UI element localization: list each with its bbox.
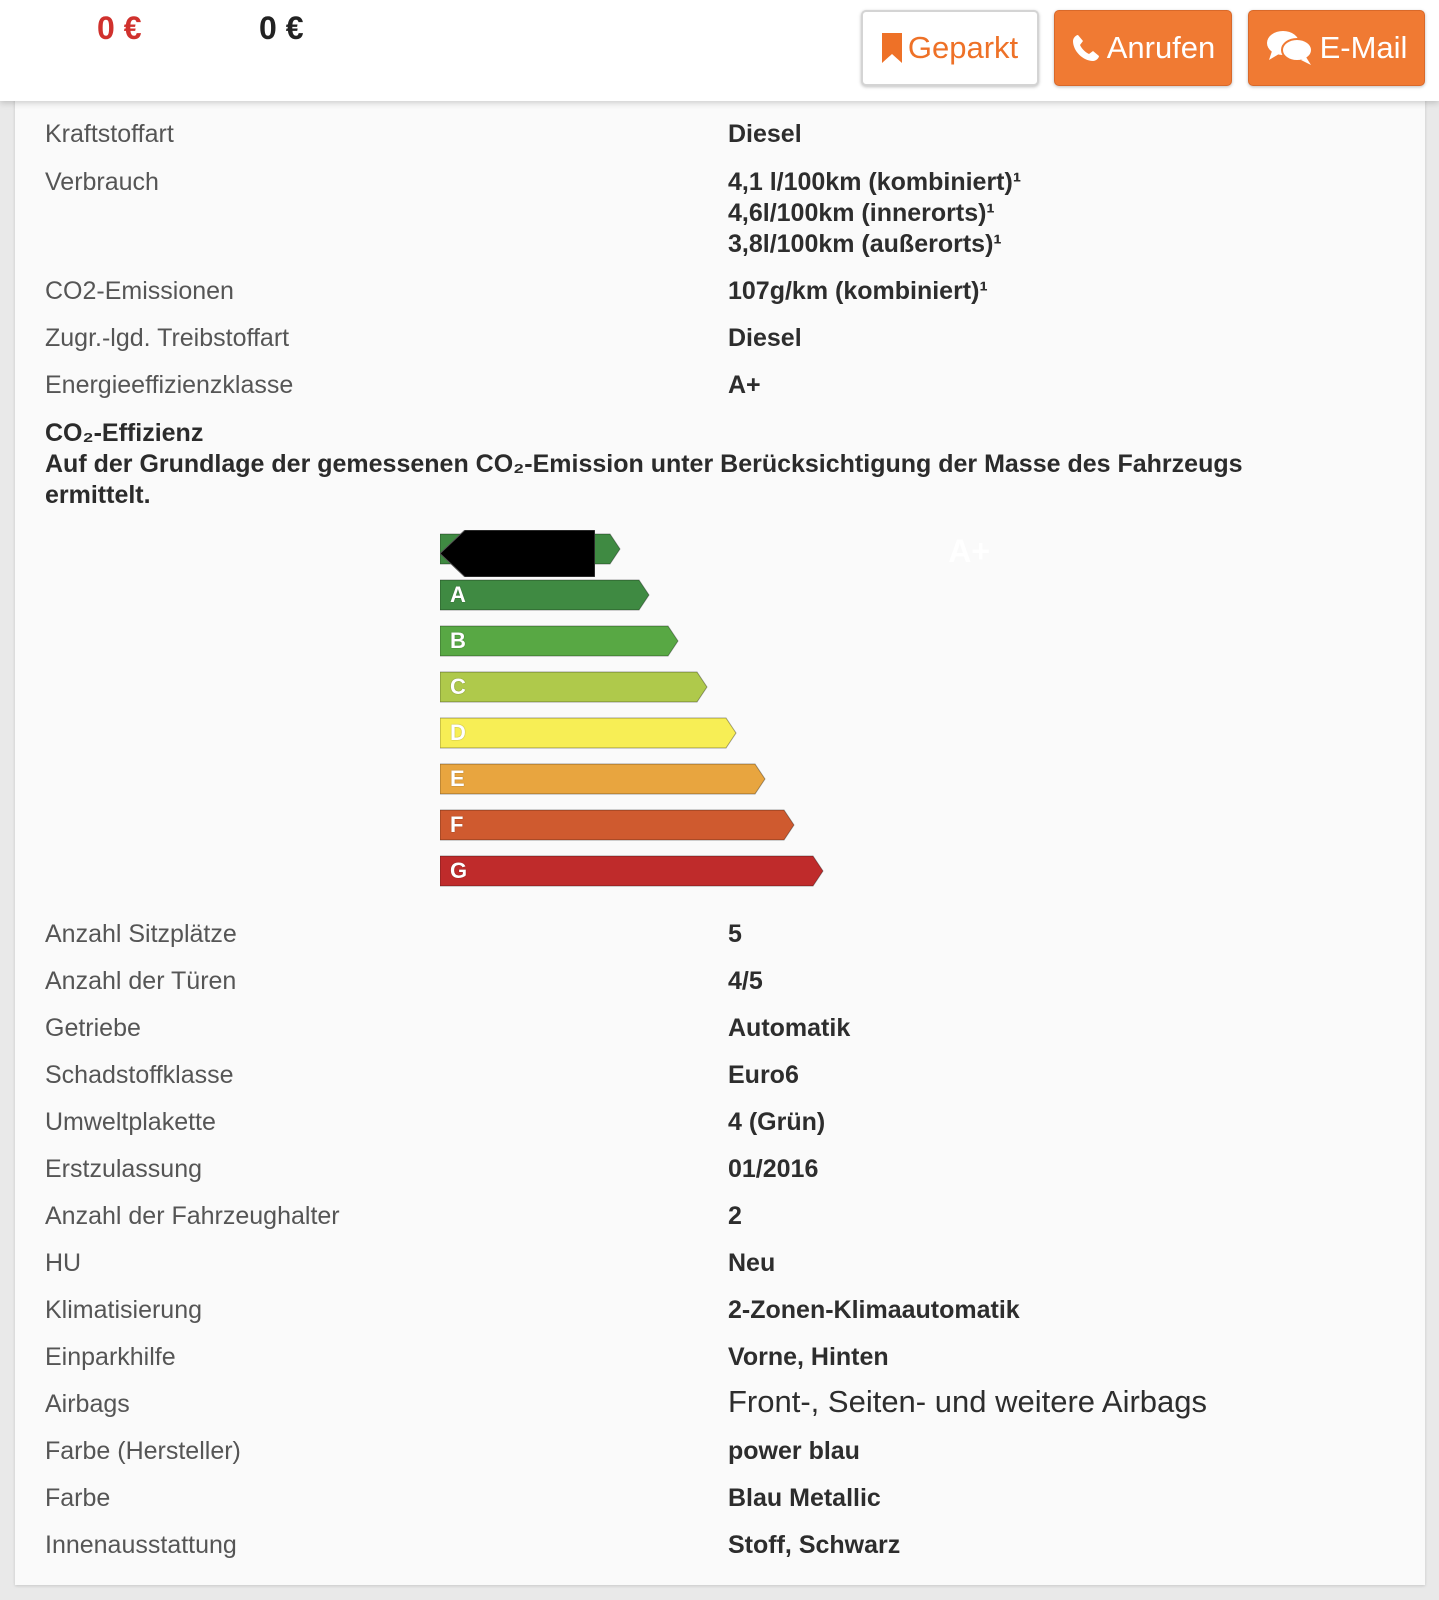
- spec-value: Diesel: [728, 324, 802, 352]
- spec-value: [728, 167, 1021, 260]
- spec-value: 5: [728, 920, 742, 948]
- efficiency-bar-b: [440, 626, 678, 656]
- spec-value: Vorne, Hinten: [728, 1343, 889, 1371]
- efficiency-bar-label: A: [450, 582, 466, 607]
- spec-label: Einparkhilfe: [45, 1343, 176, 1371]
- spec-label: Innenausstattung: [45, 1531, 237, 1559]
- parked-button[interactable]: [861, 10, 1039, 86]
- co2-efficiency-description: Auf der Grundlage der gemessenen CO₂-Emission unter Berücksichtigung der Masse des Fahrzeugs ermittelt.: [45, 450, 1243, 509]
- spec-value: Neu: [728, 1249, 776, 1277]
- efficiency-bar-label: G: [450, 858, 468, 883]
- sticky-action-bar: [0, 0, 1439, 101]
- efficiency-bar-d: [440, 718, 736, 748]
- spec-value: 2-Zonen-Klimaautomatik: [728, 1296, 1020, 1324]
- spec-label: Getriebe: [45, 1014, 141, 1042]
- spec-value: Stoff, Schwarz: [728, 1531, 901, 1559]
- efficiency-bar-e: [440, 764, 765, 794]
- current-class-arrow: [440, 530, 595, 577]
- call-button[interactable]: [1054, 10, 1232, 86]
- efficiency-bar-c: [440, 672, 707, 702]
- efficiency-bar-label: F: [450, 812, 464, 837]
- efficiency-bar-f: [440, 810, 794, 840]
- spec-label: Schadstoffklasse: [45, 1061, 234, 1089]
- phone-icon: [1071, 33, 1101, 63]
- email-button[interactable]: [1248, 10, 1425, 86]
- spec-value: 107g/km (kombiniert)¹: [728, 277, 988, 305]
- spec-label: Airbags: [45, 1390, 130, 1418]
- current-class-label: A+: [948, 533, 990, 569]
- efficiency-bar-label: C: [450, 674, 466, 699]
- energy-efficiency-chart: [440, 530, 1040, 890]
- co2-efficiency-title: CO₂-Effizienz: [45, 419, 204, 447]
- spec-value: 4/5: [728, 967, 763, 995]
- spec-label: Klimatisierung: [45, 1296, 203, 1324]
- spec-label: Farbe: [45, 1484, 111, 1512]
- efficiency-bars: [440, 530, 1040, 890]
- spec-label: Verbrauch: [45, 168, 159, 196]
- spec-label: Zugr.-lgd. Treibstoffart: [45, 324, 290, 352]
- spec-label: HU: [45, 1249, 82, 1277]
- spec-value: 2: [728, 1202, 742, 1230]
- spec-label: Umweltplakette: [45, 1108, 216, 1136]
- spec-value: power blau: [728, 1437, 860, 1465]
- spec-label: Anzahl Sitzplätze: [45, 920, 237, 948]
- consumption-extra-urban: 3,8l/100km (außerorts)¹: [728, 230, 1002, 258]
- efficiency-bar-a: [440, 580, 649, 610]
- spec-value: Blau Metallic: [728, 1484, 881, 1512]
- spec-value: 4 (Grün): [728, 1108, 826, 1136]
- spec-value: Euro6: [728, 1061, 799, 1089]
- spec-label: Erstzulassung: [45, 1155, 203, 1183]
- efficiency-bar-label: D: [450, 720, 466, 745]
- bookmark-icon: [882, 33, 902, 63]
- parked-button-label: Geparkt: [907, 30, 1019, 65]
- email-button-label: E-Mail: [1319, 30, 1408, 65]
- efficiency-bar-label: E: [450, 766, 465, 791]
- consumption-combined: 4,1 l/100km (kombiniert)¹: [728, 168, 1022, 196]
- spec-value: Automatik: [728, 1014, 851, 1042]
- spec-label: Anzahl der Fahrzeughalter: [45, 1202, 340, 1230]
- spec-label: Farbe (Hersteller): [45, 1437, 241, 1465]
- consumption-urban: 4,6l/100km (innerorts)¹: [728, 199, 995, 227]
- co2-efficiency-heading: [45, 418, 1245, 511]
- spec-label: Anzahl der Türen: [45, 967, 237, 995]
- chat-bubbles-icon: [1266, 29, 1314, 67]
- spec-value: Diesel: [728, 120, 802, 148]
- spec-label: Energieeffizienzklasse: [45, 371, 294, 399]
- efficiency-bar-label: B: [450, 628, 466, 653]
- spec-value: A+: [728, 371, 761, 399]
- price-secondary: 0 €: [259, 10, 304, 46]
- efficiency-bar-g: [440, 856, 823, 886]
- spec-label: CO2-Emissionen: [45, 277, 234, 305]
- call-button-label: Anrufen: [1106, 30, 1216, 65]
- spec-value: Front-, Seiten- und weitere Airbags: [728, 1384, 1208, 1419]
- price-primary: 0 €: [97, 10, 142, 46]
- spec-label: Kraftstoffart: [45, 120, 174, 148]
- spec-value: 01/2016: [728, 1155, 819, 1183]
